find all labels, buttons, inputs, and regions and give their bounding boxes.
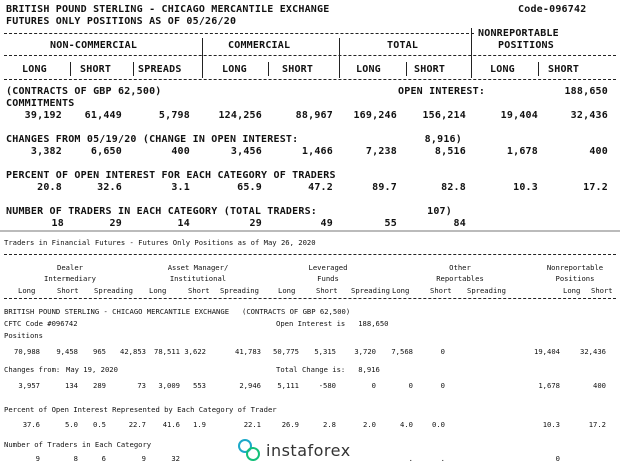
data-cell: 965 (93, 347, 106, 356)
data-cell: 3,382 (30, 146, 62, 157)
data-cell: 0 (408, 381, 413, 390)
data-cell: 82.8 (441, 182, 466, 193)
commitments-label: COMMITMENTS (6, 98, 75, 109)
column-divider (471, 28, 472, 78)
data-cell: 32,436 (570, 110, 608, 121)
data-cell: 0 (440, 381, 445, 390)
report-subtitle: FUTURES ONLY POSITIONS AS OF 05/26/20 (6, 16, 237, 27)
group-other-line1: Other (449, 263, 471, 272)
column-header: Long (278, 286, 296, 295)
data-cell: 3,957 (18, 381, 40, 390)
data-cell: 19,404 (534, 347, 560, 356)
open-interest-value: 188,650 (564, 86, 608, 97)
data-cell: 0 (555, 454, 560, 463)
column-header: Spreading (351, 286, 390, 295)
tff-report (0, 232, 620, 467)
data-cell: 3,720 (354, 347, 376, 356)
data-cell: 400 (171, 146, 190, 157)
column-header: SHORT (414, 64, 446, 75)
data-cell: 6 (101, 454, 106, 463)
column-header: Short (188, 286, 210, 295)
data-cell: 1,466 (301, 146, 333, 157)
column-header: SHORT (282, 64, 314, 75)
column-header: Long (392, 286, 410, 295)
column-divider (70, 62, 71, 76)
data-cell: 61,449 (84, 110, 122, 121)
data-cell: 5,798 (158, 110, 190, 121)
percent-label: PERCENT OF OPEN INTEREST FOR EACH CATEGORY OF TRADERS (6, 170, 336, 181)
percent-label: Percent of Open Interest Represented by Each Category of Trader (4, 405, 277, 414)
data-cell: 156,214 (422, 110, 466, 121)
data-cell: 1,678 (538, 381, 560, 390)
data-cell: 5,111 (277, 381, 299, 390)
column-header: Long (563, 286, 581, 295)
separator-line (4, 79, 616, 80)
group-dealer-line1: Dealer (57, 263, 83, 272)
report-title: BRITISH POUND STERLING - CHICAGO MERCANTILE EXCHANGE (6, 4, 330, 15)
group-other-line2: Reportables (436, 274, 484, 283)
open-interest-label: OPEN INTEREST: (398, 86, 486, 97)
data-cell: 3,622 (184, 347, 206, 356)
data-cell: 553 (193, 381, 206, 390)
data-cell: 65.9 (237, 182, 262, 193)
group-noncommercial: NON-COMMERCIAL (50, 40, 138, 51)
total-change: Total Change is: 8,916 (276, 365, 380, 374)
data-cell: 22.7 (128, 420, 146, 429)
column-divider (538, 62, 539, 76)
changes-date: May 19, 2020 (66, 365, 118, 374)
data-cell: 29 (109, 218, 122, 229)
data-cell: 1,678 (506, 146, 538, 157)
data-cell: 29 (249, 218, 262, 229)
group-asset-line1: Asset Manager/ (167, 263, 229, 272)
group-nonreportable-line1: Nonreportable (546, 263, 604, 272)
column-header: SHORT (80, 64, 112, 75)
column-header: Short (591, 286, 613, 295)
report-code: Code-096742 (518, 4, 587, 15)
data-cell: 10.3 (542, 420, 560, 429)
group-leveraged-line2: Funds (317, 274, 339, 283)
cftc-code: CFTC Code #096742 (4, 319, 78, 328)
data-cell: 1.9 (193, 420, 206, 429)
tff-open-interest: Open Interest is 188,650 (276, 319, 389, 328)
traders-total: 107) (427, 206, 452, 217)
positions-label: Positions (4, 331, 43, 340)
data-cell: 41,783 (235, 347, 261, 356)
data-cell: 9 (141, 454, 146, 463)
column-header: SHORT (548, 64, 580, 75)
data-cell: 32,436 (580, 347, 606, 356)
data-cell: 9,458 (56, 347, 78, 356)
watermark (232, 436, 372, 464)
separator-line (4, 55, 616, 56)
column-header: LONG (490, 64, 515, 75)
contracts-label: (CONTRACTS OF GBP 62,500) (6, 86, 162, 97)
data-cell: 19,404 (500, 110, 538, 121)
data-cell: 7,238 (365, 146, 397, 157)
data-cell: 78,511 (154, 347, 180, 356)
data-cell: 55 (384, 218, 397, 229)
column-header: LONG (356, 64, 381, 75)
column-header: Long (149, 286, 167, 295)
traders-label: NUMBER OF TRADERS IN EACH CATEGORY (TOTAL TRADERS: (6, 206, 318, 217)
data-cell: 17.2 (588, 420, 606, 429)
watermark-text: instaforex (266, 440, 351, 460)
data-cell: 6,650 (90, 146, 122, 157)
data-cell: 37.6 (22, 420, 40, 429)
data-cell: 73 (137, 381, 146, 390)
data-cell: . (440, 454, 445, 463)
data-cell: 10.3 (513, 182, 538, 193)
traders-label: Number of Traders in Each Category (4, 440, 152, 449)
group-nonreportable-line2: POSITIONS (498, 40, 554, 51)
data-cell: 289 (93, 381, 106, 390)
column-header: Spreading (467, 286, 506, 295)
data-cell: 4.0 (400, 420, 413, 429)
data-cell: 400 (593, 381, 606, 390)
tff-title: Traders in Financial Futures - Futures Only Positions as of May 26, 2020 (4, 238, 316, 247)
group-commercial: COMMERCIAL (228, 40, 291, 51)
column-header: Spreading (220, 286, 259, 295)
data-cell: 3,009 (158, 381, 180, 390)
data-cell: 0 (440, 347, 445, 356)
column-header: Spreading (94, 286, 133, 295)
data-cell: 50,775 (273, 347, 299, 356)
data-cell: . (408, 454, 413, 463)
data-cell: 14 (177, 218, 190, 229)
column-header: Short (430, 286, 452, 295)
group-asset-line2: Institutional (169, 274, 227, 283)
group-nonreportable-line2: Positions (555, 274, 595, 283)
data-cell: 17.2 (583, 182, 608, 193)
changes-open-interest: 8,916) (424, 134, 462, 145)
tff-market: BRITISH POUND STERLING - CHICAGO MERCANTILE EXCHANGE (CONTRACTS OF GBP 62,500) (4, 307, 351, 316)
data-cell: 0.5 (93, 420, 106, 429)
data-cell: 9 (35, 454, 40, 463)
data-cell: 39,192 (24, 110, 62, 121)
separator-line (4, 254, 616, 255)
data-cell: 3.1 (171, 182, 190, 193)
data-cell: 32 (171, 454, 180, 463)
column-header: Short (57, 286, 79, 295)
data-cell: 400 (589, 146, 608, 157)
data-cell: 20.8 (37, 182, 62, 193)
data-cell: 0.0 (432, 420, 445, 429)
data-cell: 134 (65, 381, 78, 390)
changes-label: CHANGES FROM 05/19/20 (CHANGE IN OPEN INTEREST: (6, 134, 299, 145)
data-cell: 0 (371, 381, 376, 390)
column-header: Long (18, 286, 36, 295)
data-cell: 2,946 (239, 381, 261, 390)
instaforex-logo-icon (238, 439, 260, 461)
data-cell: 88,967 (295, 110, 333, 121)
data-cell: 70,988 (14, 347, 40, 356)
data-cell: 2.8 (323, 420, 336, 429)
group-nonreportable-line1: NONREPORTABLE (478, 28, 559, 39)
group-dealer-line2: Intermediary (44, 274, 96, 283)
column-divider (133, 62, 134, 76)
data-cell: 49 (320, 218, 333, 229)
column-divider (268, 62, 269, 76)
column-divider (406, 62, 407, 76)
data-cell: 8 (73, 454, 78, 463)
data-cell: 2.0 (363, 420, 376, 429)
data-cell: -580 (318, 381, 336, 390)
data-cell: 22.1 (243, 420, 261, 429)
data-cell: 84 (453, 218, 466, 229)
data-cell: 7,568 (391, 347, 413, 356)
data-cell: 124,256 (218, 110, 262, 121)
column-header: LONG (222, 64, 247, 75)
data-cell: 26.9 (281, 420, 299, 429)
column-divider (202, 38, 203, 78)
group-total: TOTAL (387, 40, 419, 51)
data-cell: 32.6 (97, 182, 122, 193)
data-cell: 8,516 (434, 146, 466, 157)
data-cell: 18 (51, 218, 64, 229)
data-cell: 42,853 (120, 347, 146, 356)
group-leveraged-line1: Leveraged (308, 263, 348, 272)
separator-line (4, 33, 474, 34)
data-cell: 47.2 (308, 182, 333, 193)
column-divider (339, 38, 340, 78)
separator-line (4, 298, 616, 299)
data-cell: 169,246 (353, 110, 397, 121)
data-cell: 3,456 (230, 146, 262, 157)
data-cell: 5.0 (65, 420, 78, 429)
column-header: LONG (22, 64, 47, 75)
data-cell: 89.7 (372, 182, 397, 193)
data-cell: 5,315 (314, 347, 336, 356)
column-header: Short (316, 286, 338, 295)
changes-label: Changes from: (4, 365, 61, 374)
data-cell: 41.6 (162, 420, 180, 429)
column-header: SPREADS (138, 64, 182, 75)
cot-legacy-report (0, 0, 620, 232)
